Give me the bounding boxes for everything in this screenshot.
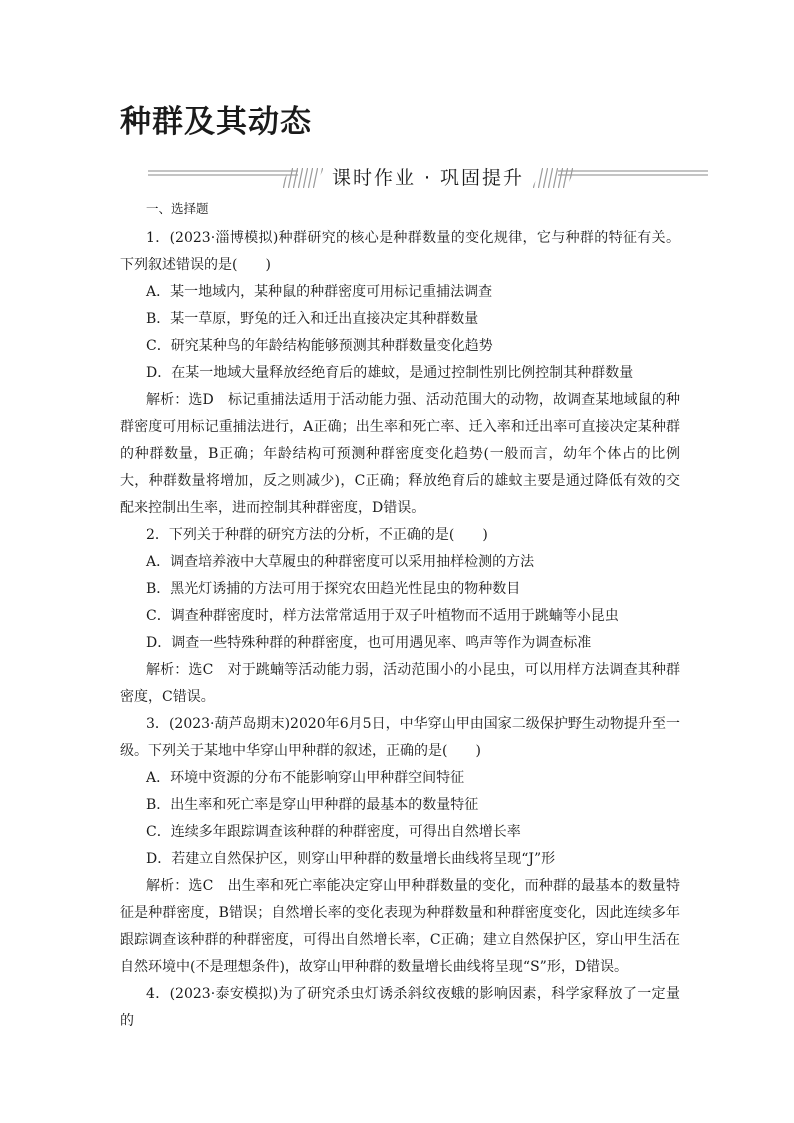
option-b: B．黑光灯诱捕的方法可用于探究农田趋光性昆虫的物种数目 (146, 581, 521, 597)
option-a: A．调查培养液中大草履虫的种群密度可以采用抽样检测的方法 (146, 554, 535, 570)
option-c: C．研究某种鸟的年龄结构能够预测其种群数量变化趋势 (146, 338, 493, 354)
option-a: A．某一地域内，某种鼠的种群密度可用标记重捕法调查 (146, 284, 493, 300)
option-c: C．连续多年跟踪调查该种群的种群密度，可得出自然增长率 (146, 824, 521, 840)
answer-explanation: 解析：选C 出生率和死亡率能决定穿山甲种群数量的变化，而种群的最基本的数量特征是种群密度，B错误；自然增长率的变化表现为种群数量和种群密度变化，因此连续多年跟踪调查该种群的种群密度，可得出自然增长率，C正确；建立自然保护区，穿山甲生活在自然环境中(不是理想条件)，故穿山甲种群的数量增长曲线将呈现“S”形，D错误。 (120, 878, 680, 975)
option-d: D．在某一地域大量释放经绝育后的雄蚊，是通过控制性别比例控制其种群数量 (146, 365, 634, 381)
banner-title: 课时作业 · 巩固提升 (331, 167, 525, 189)
answer-explanation: 解析：选D 标记重捕法适用于活动能力强、活动范围大的动物，故调查某地域鼠的种群密度可用标记重捕法进行，A正确；出生率和死亡率、迁入率和迁出率可直接决定某种群的种群数量，B正确；年龄结构可预测种群密度变化趋势(一般而言，幼年个体占的比例大，种群数量将增加，反之则减少)，C正确；释放绝育后的雄蚊主要是通过降低有效的交配来控制出生率，进而控制其种群密度，D错误。 (120, 392, 680, 516)
option-d: D．调查一些特殊种群的种群密度，也可用遇见率、鸣声等作为调查标准 (146, 635, 592, 651)
section-heading: 一、选择题 (146, 201, 209, 216)
option-b: B．某一草原，野兔的迁入和迁出直接决定其种群数量 (146, 311, 479, 327)
document-body (120, 198, 680, 1035)
question-stem: 1．(2023·淄博模拟)种群研究的核心是种群数量的变化规律，它与种群的特征有关。下列叙述错误的是( ) (120, 230, 680, 273)
answer-explanation: 解析：选C 对于跳蝻等活动能力弱，活动范围小的小昆虫，可以用样方法调查其种群密度，C错误。 (120, 662, 680, 705)
question-stem: 2．下列关于种群的研究方法的分析，不正确的是( ) (146, 527, 488, 543)
question-stem: 3．(2023·葫芦岛期末)2020年6月5日，中华穿山甲由国家二级保护野生动物提升至一级。下列关于某地中华穿山甲种群的叙述，正确的是( ) (120, 716, 680, 759)
option-b: B．出生率和死亡率是穿山甲种群的最基本的数量特征 (146, 797, 479, 813)
option-d: D．若建立自然保护区，则穿山甲种群的数量增长曲线将呈现“J”形 (146, 851, 556, 867)
option-c: C．调查种群密度时，样方法常常适用于双子叶植物而不适用于跳蝻等小昆虫 (146, 608, 619, 624)
page-title: 种群及其动态 (120, 104, 312, 140)
option-a: A．环境中资源的分布不能影响穿山甲种群空间特征 (146, 770, 465, 786)
question-stem: 4．(2023·泰安模拟)为了研究杀虫灯诱杀斜纹夜蛾的影响因素，科学家释放了一定量的 (120, 986, 680, 1029)
section-banner (148, 166, 708, 190)
